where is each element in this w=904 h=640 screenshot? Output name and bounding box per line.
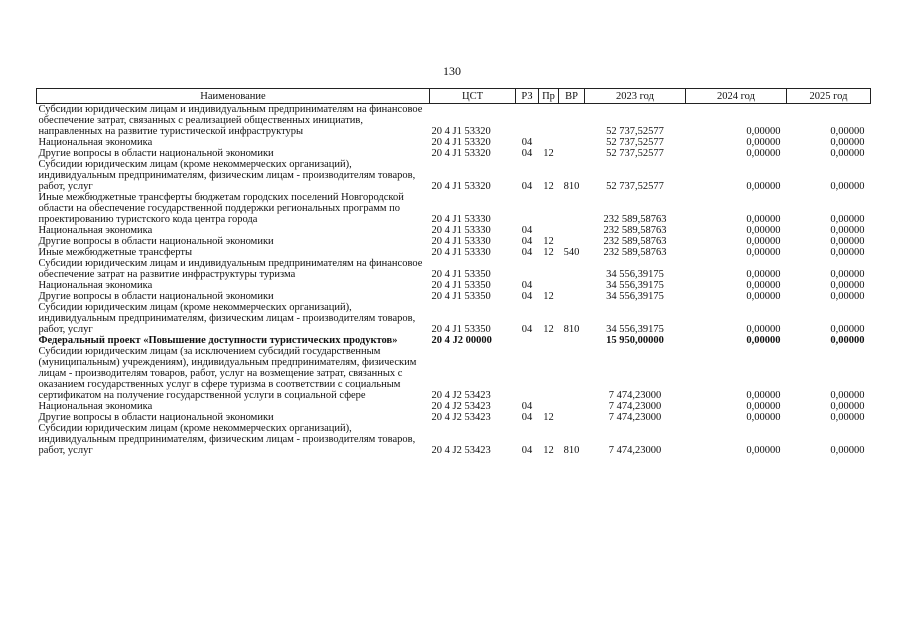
cell-rz: 04: [521, 148, 533, 159]
cell-pr: [539, 335, 559, 346]
table-row: [37, 291, 871, 302]
cell-2024: 0,00000: [746, 236, 781, 247]
cell-name: Субсидии юридическим лицам (кроме некоммерческих организаций), индивидуальным предпринимателям, физическим лицам - производителям товаров, работ, услуг: [38, 423, 416, 456]
cell-2024: 0,00000: [746, 390, 781, 401]
cell-vr: [559, 148, 585, 159]
table-body: [37, 104, 871, 457]
cell-2023: 34 556,39175: [606, 324, 664, 335]
cell-2023: 232 589,58763: [603, 236, 667, 247]
cell-2025: 0,00000: [830, 335, 865, 346]
cell-2025: 0,00000: [830, 401, 865, 412]
cell-pr: 12: [543, 236, 554, 247]
cell-2024: 0,00000: [746, 269, 781, 280]
cell-cst: 20 4 J1 53330: [431, 236, 491, 247]
cell-rz: 04: [521, 280, 533, 291]
cell-2025: 0,00000: [830, 148, 865, 159]
cell-2023: 34 556,39175: [606, 291, 664, 302]
cell-2025: 0,00000: [830, 225, 865, 236]
cell-vr: [559, 236, 585, 247]
cell-rz: [516, 104, 539, 138]
cell-2023: 52 737,52577: [606, 181, 664, 192]
cell-2025: 0,00000: [830, 324, 865, 335]
cell-name: Субсидии юридическим лицам и индивидуальным предпринимателям на финансовое обеспечение затрат на развитие инфраструктуры туризма: [38, 258, 423, 280]
cell-cst: 20 4 J1 53350: [431, 291, 491, 302]
cell-2024: 0,00000: [746, 335, 781, 346]
cell-cst: 20 4 J2 53423: [431, 412, 491, 423]
cell-2023: 232 589,58763: [603, 214, 667, 225]
header-2025: 2025 год: [787, 89, 871, 104]
cell-2023: 15 950,00000: [606, 335, 664, 346]
cell-2025: 0,00000: [830, 280, 865, 291]
table-row: [37, 401, 871, 412]
table-row: [37, 335, 871, 346]
cell-2025: 0,00000: [830, 390, 865, 401]
table-row: [37, 104, 871, 138]
cell-cst: 20 4 J2 53423: [431, 401, 491, 412]
cell-pr: [539, 280, 559, 291]
cell-name: Национальная экономика: [38, 280, 153, 291]
table-header: [37, 89, 871, 104]
cell-2024: 0,00000: [746, 137, 781, 148]
header-2023: 2023 год: [585, 89, 686, 104]
cell-2024: 0,00000: [746, 148, 781, 159]
cell-2023: 52 737,52577: [606, 148, 664, 159]
cell-2023: 52 737,52577: [606, 137, 664, 148]
cell-pr: [539, 346, 559, 401]
cell-2024: 0,00000: [746, 225, 781, 236]
cell-vr: [559, 104, 585, 138]
cell-rz: 04: [521, 412, 533, 423]
cell-vr: [559, 258, 585, 280]
table-row: [37, 280, 871, 291]
cell-pr: 12: [543, 324, 554, 335]
cell-name: Национальная экономика: [38, 137, 153, 148]
cell-2023: 232 589,58763: [603, 247, 667, 258]
cell-vr: [559, 346, 585, 401]
cell-cst: 20 4 J1 53330: [431, 225, 491, 236]
cell-vr: [559, 137, 585, 148]
table-row: [37, 302, 871, 335]
cell-2025: 0,00000: [830, 236, 865, 247]
header-2024: 2024 год: [686, 89, 787, 104]
header-vr: ВР: [559, 89, 585, 104]
cell-vr: [559, 412, 585, 423]
table-row: [37, 225, 871, 236]
cell-cst: 20 4 J1 53320: [431, 137, 491, 148]
cell-rz: [516, 258, 539, 280]
cell-vr: 810: [563, 181, 580, 192]
cell-rz: 04: [521, 181, 533, 192]
cell-2024: 0,00000: [746, 324, 781, 335]
cell-cst: 20 4 J1 53350: [431, 280, 491, 291]
cell-rz: 04: [521, 291, 533, 302]
table-row: [37, 258, 871, 280]
cell-name: Другие вопросы в области национальной экономики: [38, 412, 274, 423]
cell-name: Субсидии юридическим лицам (за исключением субсидий государственным (муниципальным) учреждениям), индивидуальным предпринимателям, физическим лицам - производителям товаров, работ, услуг на возмещение затрат, связанных с оказанием государственных услуг в сфере туризма в соответствии с социальным сертификатом на получение государственной услуги в социальной сфере: [38, 346, 417, 401]
cell-pr: [539, 104, 559, 138]
cell-rz: 04: [521, 137, 533, 148]
cell-2024: 0,00000: [746, 445, 781, 456]
header-pr: Пр: [539, 89, 559, 104]
table-row: [37, 236, 871, 247]
cell-rz: 04: [521, 225, 533, 236]
cell-vr: [559, 335, 585, 346]
cell-2024: 0,00000: [746, 126, 781, 137]
cell-2024: 0,00000: [746, 247, 781, 258]
cell-rz: 04: [521, 445, 533, 456]
cell-cst: 20 4 J1 53320: [431, 126, 491, 137]
cell-vr: [559, 192, 585, 225]
cell-name: Субсидии юридическим лицам (кроме некоммерческих организаций), индивидуальным предпринимателям, физическим лицам - производителям товаров, работ, услуг: [38, 159, 416, 192]
cell-cst: 20 4 J2 00000: [431, 335, 492, 346]
cell-cst: 20 4 J2 53423: [431, 445, 491, 456]
cell-2025: 0,00000: [830, 269, 865, 280]
cell-2025: 0,00000: [830, 291, 865, 302]
cell-name: Федеральный проект «Повышение доступности туристических продуктов»: [38, 335, 398, 346]
cell-2023: 7 474,23000: [608, 412, 662, 423]
table-row: [37, 346, 871, 401]
cell-2023: 7 474,23000: [608, 445, 662, 456]
cell-vr: 810: [563, 324, 580, 335]
cell-name: Субсидии юридическим лицам (кроме некоммерческих организаций), индивидуальным предпринимателям, физическим лицам - производителям товаров, работ, услуг: [38, 302, 416, 335]
cell-rz: 04: [521, 401, 533, 412]
cell-pr: 12: [543, 181, 554, 192]
cell-rz: 04: [521, 247, 533, 258]
cell-cst: 20 4 J2 53423: [431, 390, 491, 401]
cell-rz: [516, 346, 539, 401]
cell-vr: [559, 401, 585, 412]
cell-cst: 20 4 J1 53330: [431, 247, 491, 258]
cell-pr: [539, 137, 559, 148]
cell-pr: [539, 192, 559, 225]
cell-vr: [559, 291, 585, 302]
cell-rz: [516, 335, 539, 346]
table-row: [37, 412, 871, 423]
cell-cst: 20 4 J1 53350: [431, 324, 491, 335]
cell-cst: 20 4 J1 53350: [431, 269, 491, 280]
cell-name: Иные межбюджетные трансферты: [38, 247, 193, 258]
cell-rz: [516, 192, 539, 225]
cell-name: Другие вопросы в области национальной экономики: [38, 291, 274, 302]
budget-table: [36, 88, 871, 456]
cell-pr: 12: [543, 148, 554, 159]
cell-vr: [559, 280, 585, 291]
cell-name: Субсидии юридическим лицам и индивидуальным предпринимателям на финансовое обеспечение затрат, связанных с реализацией общественных инициатив, направленных на развитие туристической инфраструктуры: [38, 104, 423, 137]
table-row: [37, 137, 871, 148]
cell-vr: 810: [563, 445, 580, 456]
header-name: Наименование: [37, 89, 430, 104]
cell-2025: 0,00000: [830, 181, 865, 192]
cell-pr: [539, 225, 559, 236]
cell-name: Национальная экономика: [38, 401, 153, 412]
cell-2025: 0,00000: [830, 247, 865, 258]
cell-cst: 20 4 J1 53320: [431, 181, 491, 192]
cell-2023: 52 737,52577: [606, 126, 664, 137]
header-rz: РЗ: [516, 89, 539, 104]
table-row: [37, 247, 871, 258]
cell-2025: 0,00000: [830, 137, 865, 148]
cell-pr: [539, 258, 559, 280]
cell-name: Национальная экономика: [38, 225, 153, 236]
cell-rz: 04: [521, 324, 533, 335]
cell-cst: 20 4 J1 53330: [431, 214, 491, 225]
cell-2023: 7 474,23000: [608, 401, 662, 412]
cell-2024: 0,00000: [746, 412, 781, 423]
cell-rz: 04: [521, 236, 533, 247]
cell-2024: 0,00000: [746, 280, 781, 291]
table-row: [37, 423, 871, 456]
cell-2023: 34 556,39175: [606, 280, 664, 291]
table-row: [37, 159, 871, 192]
cell-2024: 0,00000: [746, 401, 781, 412]
cell-name: Другие вопросы в области национальной экономики: [38, 236, 274, 247]
cell-2023: 7 474,23000: [608, 390, 662, 401]
cell-pr: 12: [543, 412, 554, 423]
cell-vr: [559, 225, 585, 236]
cell-2025: 0,00000: [830, 412, 865, 423]
table-row: [37, 192, 871, 225]
cell-2024: 0,00000: [746, 214, 781, 225]
cell-2023: 34 556,39175: [606, 269, 664, 280]
cell-2025: 0,00000: [830, 445, 865, 456]
cell-pr: [539, 401, 559, 412]
cell-2024: 0,00000: [746, 291, 781, 302]
cell-cst: 20 4 J1 53320: [431, 148, 491, 159]
page-number: 130: [443, 64, 461, 78]
cell-2025: 0,00000: [830, 214, 865, 225]
table-row: [37, 148, 871, 159]
cell-2024: 0,00000: [746, 181, 781, 192]
cell-2025: 0,00000: [830, 126, 865, 137]
cell-name: Другие вопросы в области национальной экономики: [38, 148, 274, 159]
cell-pr: 12: [543, 247, 554, 258]
header-row: [37, 89, 871, 104]
header-cst: ЦСТ: [430, 89, 516, 104]
cell-pr: 12: [543, 445, 554, 456]
cell-vr: 540: [563, 247, 580, 258]
cell-pr: 12: [543, 291, 554, 302]
cell-name: Иные межбюджетные трансферты бюджетам городских поселений Новгородской области на обеспечение государственной поддержки региональных программ по проектированию туристского кода центра города: [38, 192, 404, 225]
cell-2023: 232 589,58763: [603, 225, 667, 236]
